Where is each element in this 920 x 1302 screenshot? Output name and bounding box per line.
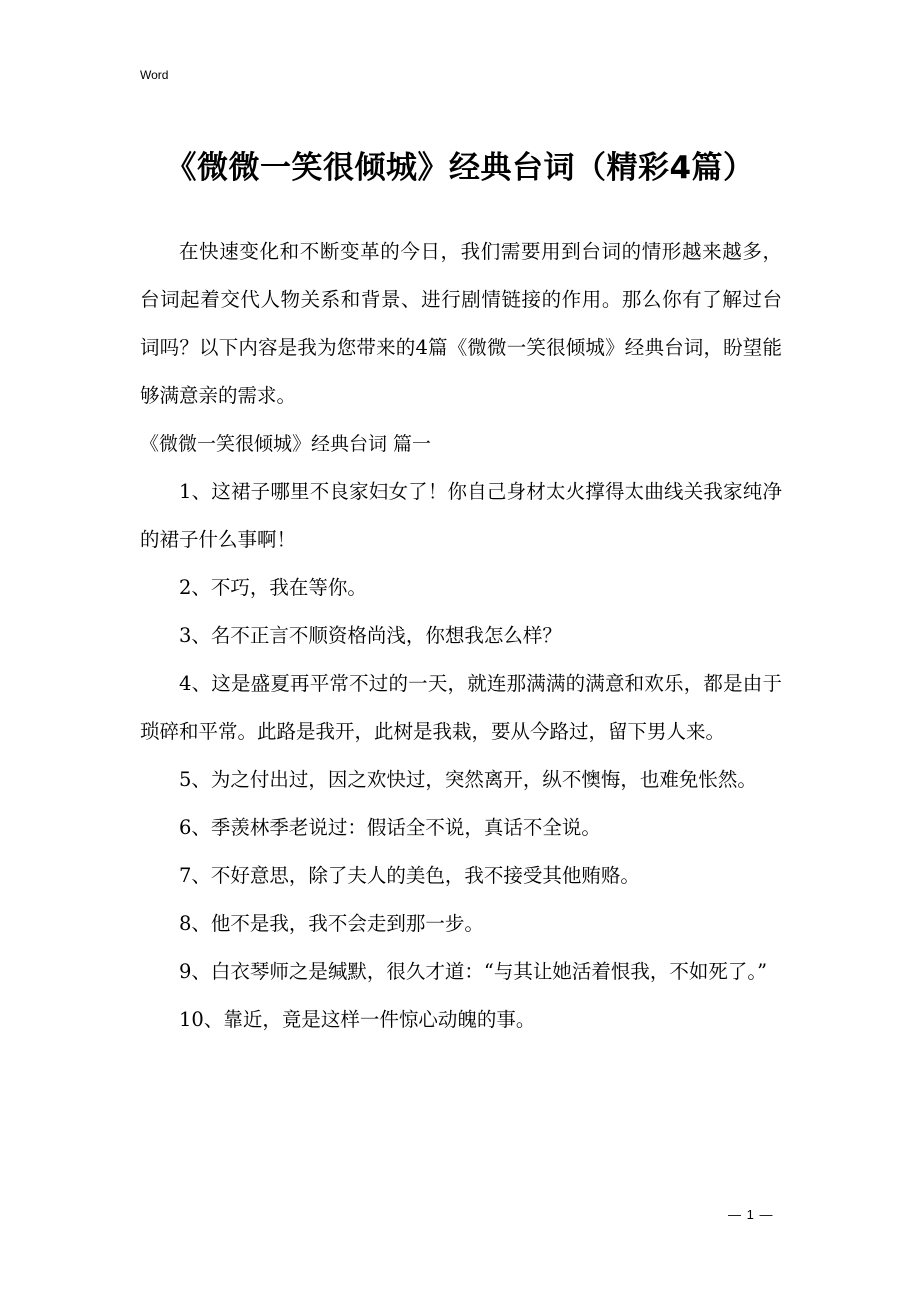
- quote-item: 8、他不是我，我不会走到那一步。: [179, 912, 484, 935]
- document-body: [140, 228, 782, 1044]
- quote-item: 9、白衣琴师之是缄默，很久才道：“与其让她活着恨我，不如死了。”: [179, 960, 768, 983]
- quote-item: 10、靠近，竟是这样一件惊心动魄的事。: [179, 1008, 536, 1031]
- quote-item: 1、这裙子哪里不良家妇女了！你自己身材太火撑得太曲线关我家纯净的裙子什么事啊！: [140, 480, 782, 551]
- quote-item: 7、不好意思，除了夫人的美色，我不接受其他贿赂。: [179, 864, 640, 887]
- document-title: 《微微一笑很倾城》经典台词（精彩4篇）: [165, 150, 755, 186]
- quote-item: 5、为之付出过，因之欢快过，突然离开，纵不懊悔，也难免怅然。: [179, 768, 757, 791]
- quote-item: 6、季羡林季老说过：假话全不说，真话不全说。: [179, 816, 601, 839]
- intro-paragraph: 在快速变化和不断变革的今日，我们需要用到台词的情形越来越多，台词起着交代人物关系和背景、进行剧情链接的作用。那么你有了解过台词吗？以下内容是我为您带来的4篇《微微一笑很倾城》经典台词，盼望能够满意亲的需求。: [140, 240, 782, 407]
- quote-item: 4、这是盛夏再平常不过的一天，就连那满满的满意和欢乐，都是由于琐碎和平常。此路是我开，此树是我栽，要从今路过，留下男人来。: [140, 672, 782, 743]
- header-label: Word: [140, 68, 169, 82]
- quote-item: 3、名不正言不顺资格尚浅，你想我怎么样？: [179, 624, 562, 647]
- page-number: — 1 —: [728, 1207, 774, 1222]
- quote-item: 2、不巧，我在等你。: [179, 576, 367, 599]
- section-heading: 《微微一笑很倾城》经典台词 篇一: [140, 433, 432, 455]
